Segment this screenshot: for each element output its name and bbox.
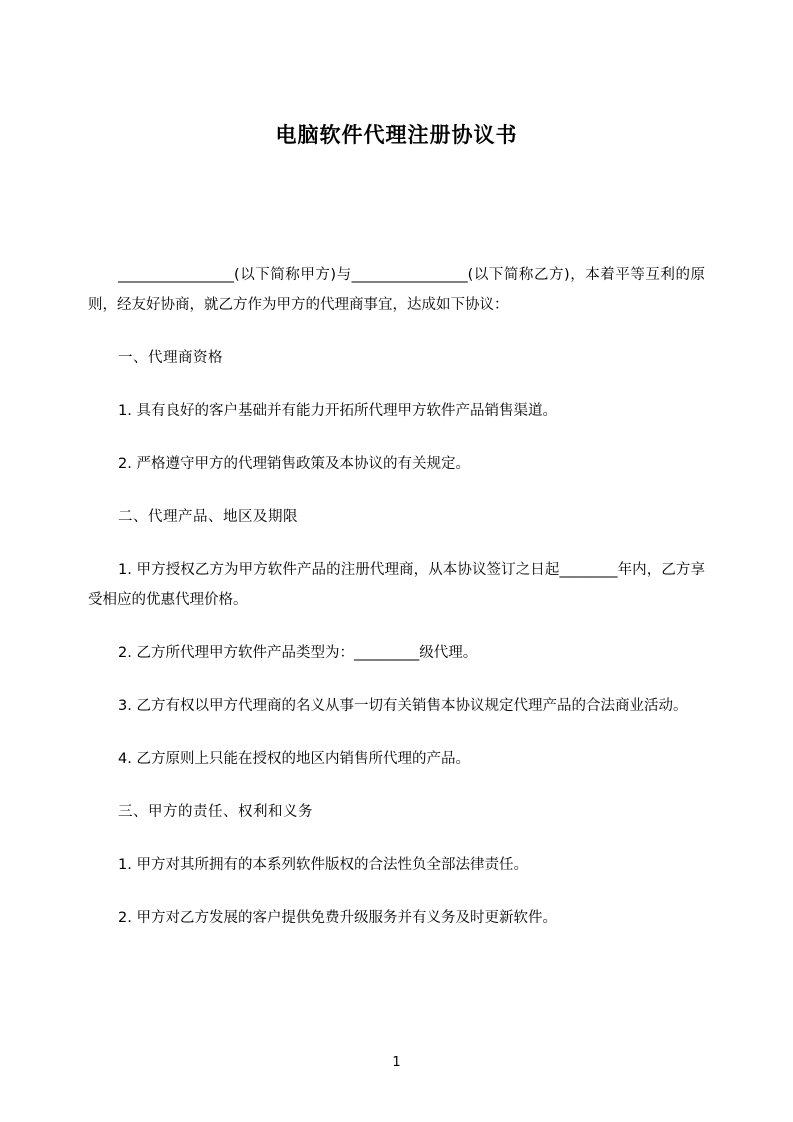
page-number: 1 [392, 1055, 401, 1070]
paragraph-2-1: 1. 甲方授权乙方为甲方软件产品的注册代理商，从本协议签订之日起________年内，乙方享受相应的优惠代理价格。 [88, 562, 705, 608]
paragraph-2-3: 3. 乙方有权以甲方代理商的名义从事一切有关销售本协议规定代理产品的合法商业活动。 [118, 698, 688, 714]
section-heading-1: 一、代理商资格 [118, 350, 223, 366]
paragraph-preamble: ________________(以下简称甲方)与________________(以下简称乙方)，本着平等互利的原则，经友好协商，就乙方作为甲方的代理商事宜，达成如下协议： [88, 267, 705, 313]
paragraph-2-2: 2. 乙方所代理甲方软件产品类型为：_________级代理。 [118, 645, 478, 661]
document-body [88, 118, 705, 956]
paragraph-1-1: 1. 具有良好的客户基础并有能力开拓所代理甲方软件产品销售渠道。 [118, 403, 557, 419]
paragraph-3-1: 1. 甲方对其所拥有的本系列软件版权的合法性负全部法律责任。 [118, 857, 528, 873]
paragraph-1-2: 2. 严格遵守甲方的代理销售政策及本协议的有关规定。 [118, 456, 470, 472]
paragraph-3-2: 2. 甲方对乙方发展的客户提供免费升级服务并有义务及时更新软件。 [118, 910, 557, 926]
section-heading-2: 二、代理产品、地区及期限 [118, 509, 298, 525]
section-heading-3: 三、甲方的责任、权利和义务 [118, 804, 313, 820]
page-title: 电脑软件代理注册协议书 [275, 123, 518, 147]
paragraph-2-4: 4. 乙方原则上只能在授权的地区内销售所代理的产品。 [118, 751, 470, 767]
title-spacer [88, 152, 705, 260]
